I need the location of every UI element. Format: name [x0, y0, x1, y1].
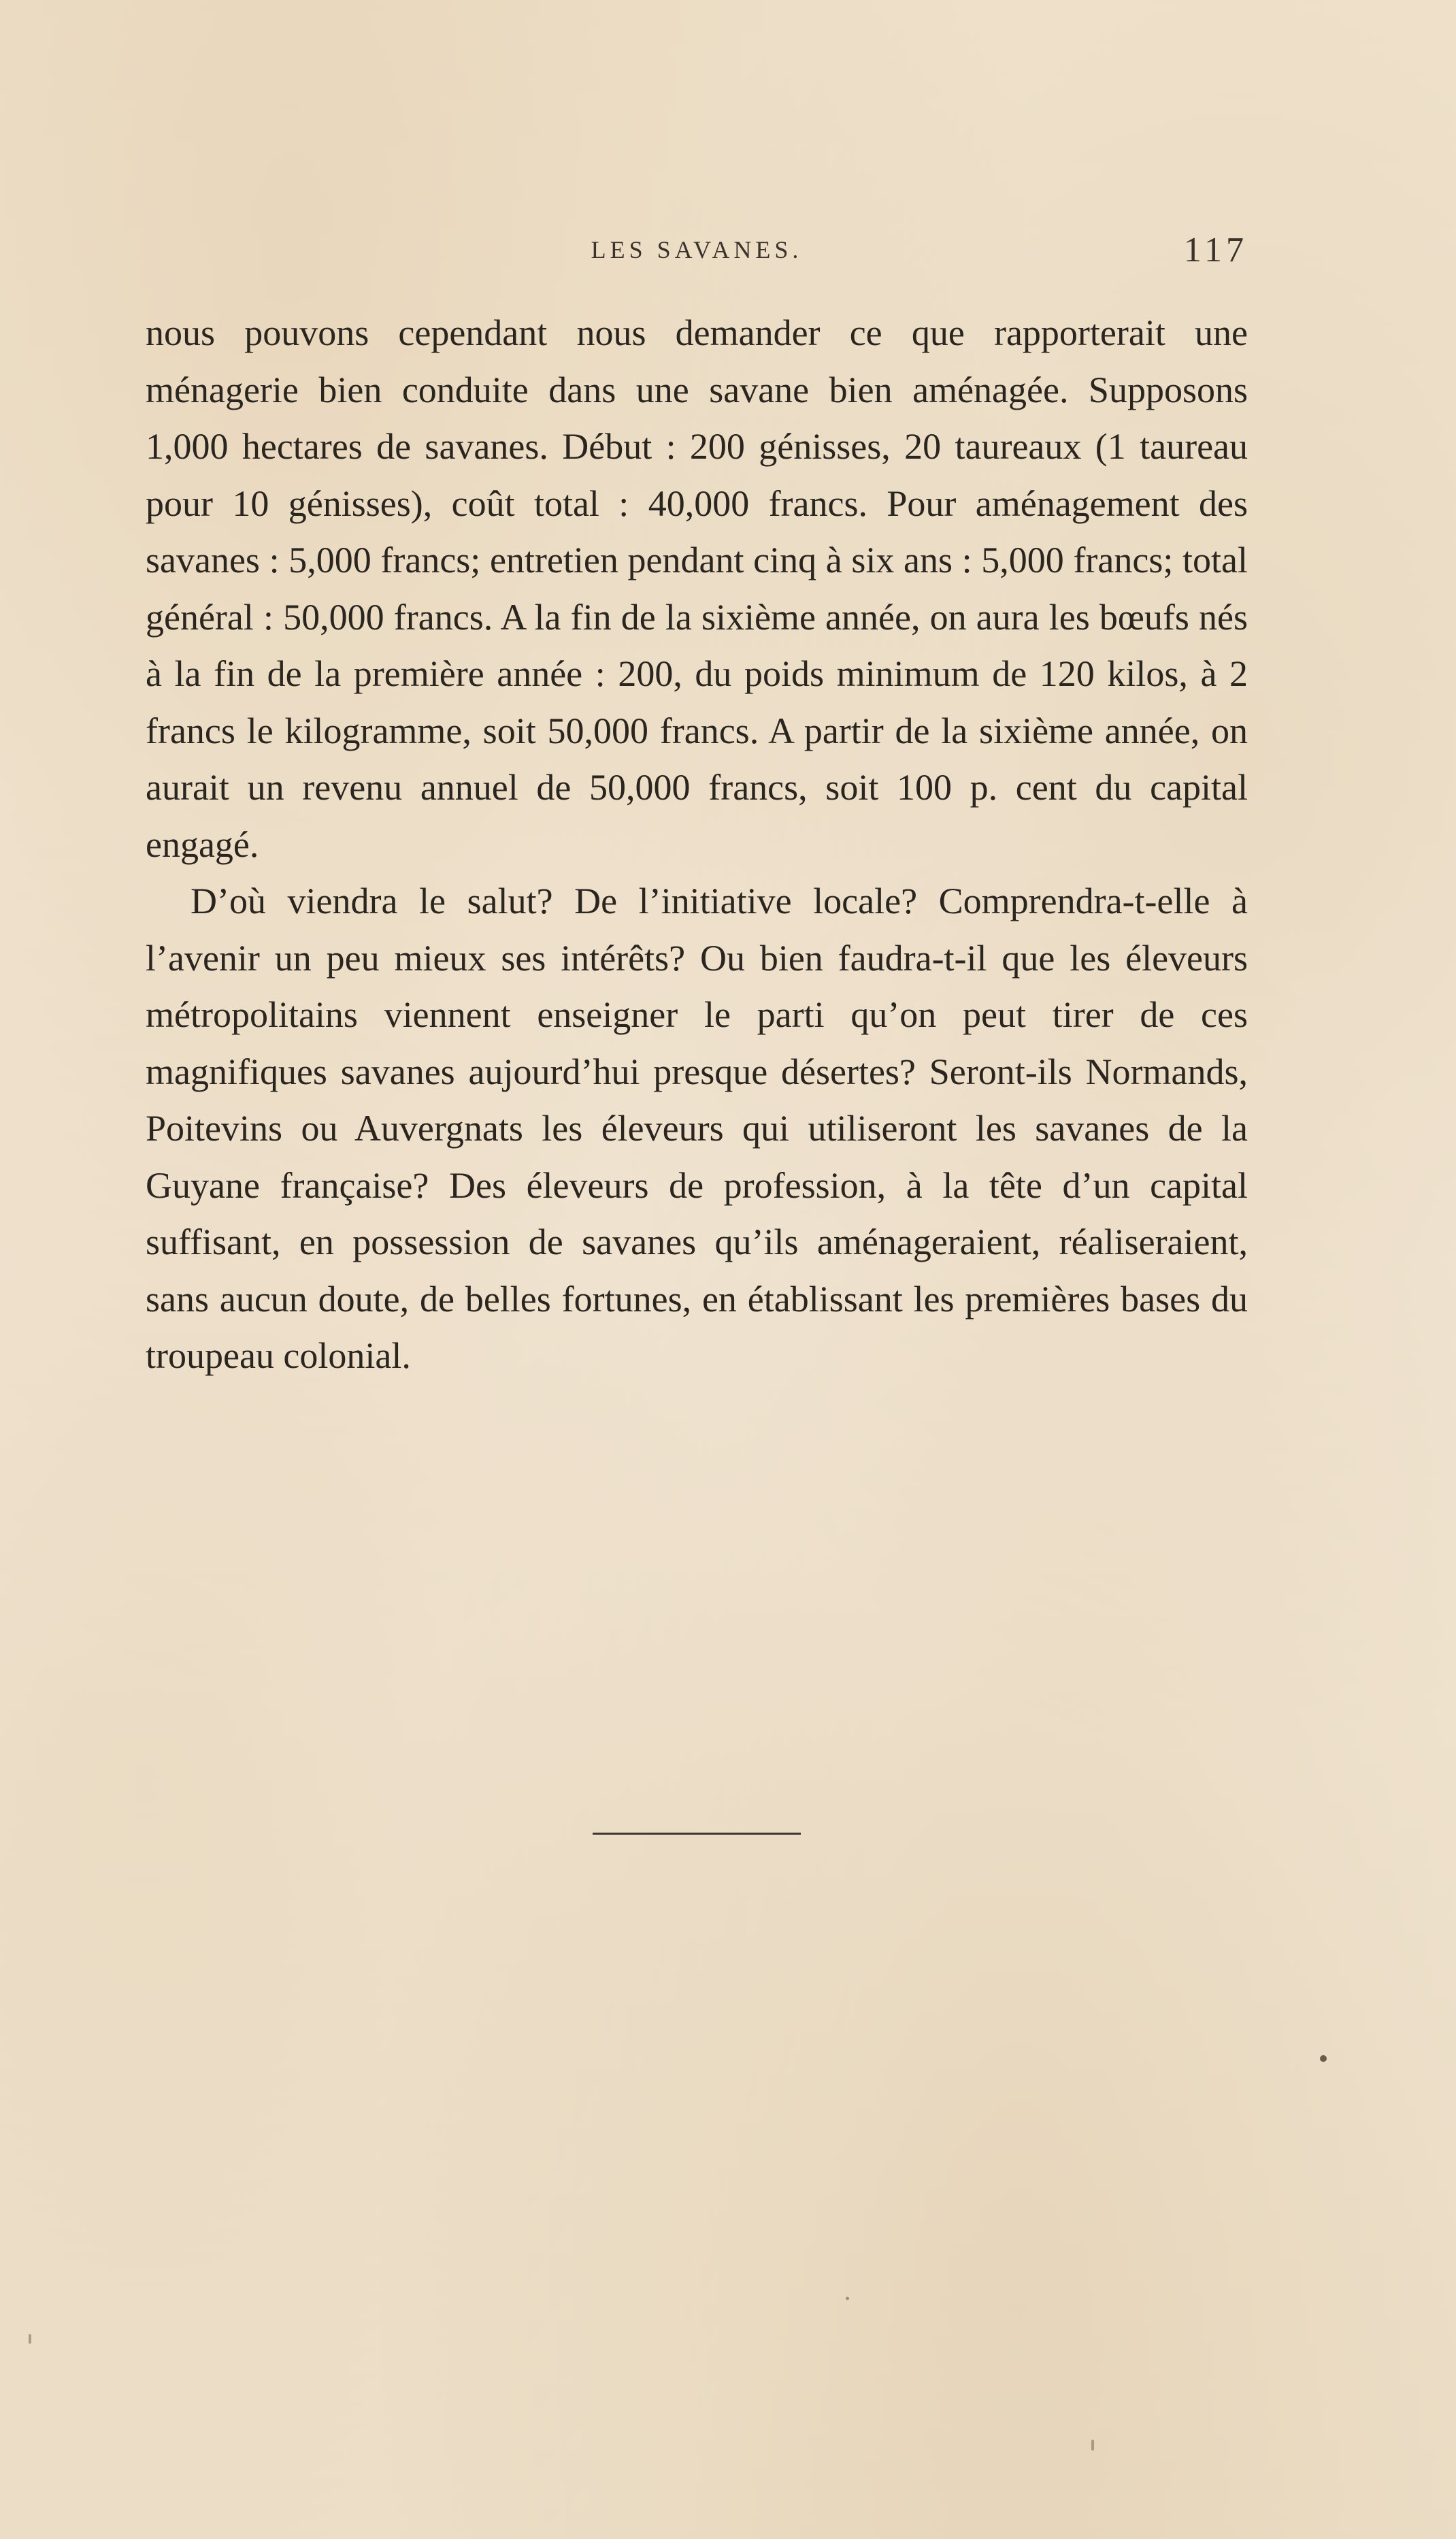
end-rule — [593, 1833, 801, 1835]
paragraph-1: nous pouvons cependant nous demander ce que rapporterait une ménagerie bien conduite dans une savane bien aménagée. Supposons 1,000 hectares de savanes. Début : 200 génisses, 20 taureaux (1 taureau pour 10 génisses), coût total : 40,000 francs. Pour aménagement des savanes : 5,000 francs; entretien pendant cinq à six ans : 5,000 francs; total général : 50,000 francs. A la fin de la sixième année, on aura les bœufs nés à la fin de la première année : 200, du poids minimum de 120 kilos, à 2 francs le kilogramme, soit 50,000 francs. A partir de la sixième année, on aurait un revenu annuel de 50,000 francs, soit 100 p. cent du capital engagé. — [146, 312, 1248, 865]
paper-speck — [1091, 2440, 1094, 2451]
running-head — [146, 230, 1248, 271]
body-text — [146, 305, 1248, 1385]
paragraph-2: D’où viendra le salut? De l’initiative locale? Comprendra-t-elle à l’avenir un peu mieux ses intérêts? Ou bien faudra-t-il que les éleveurs métropolitains viennent enseigner le parti qu’on peut tirer de ces magnifiques savanes aujourd’hui presque désertes? Seront-ils Normands, Poitevins ou Auvergnats les éleveurs qui utiliseront les savanes de la Guyane française? Des éleveurs de profession, à la tête d’un capital suffisant, en possession de savanes qu’ils aménageraient, réaliseraient, sans aucun doute, de belles fortunes, en établissant les premières bases du troupeau colonial. — [146, 881, 1248, 1376]
running-title: LES SAVANES. — [591, 236, 803, 263]
paper-speck — [846, 2297, 849, 2300]
paper-speck — [29, 2334, 31, 2344]
paper-speck — [1320, 2055, 1327, 2062]
page-number: 117 — [1183, 231, 1248, 269]
